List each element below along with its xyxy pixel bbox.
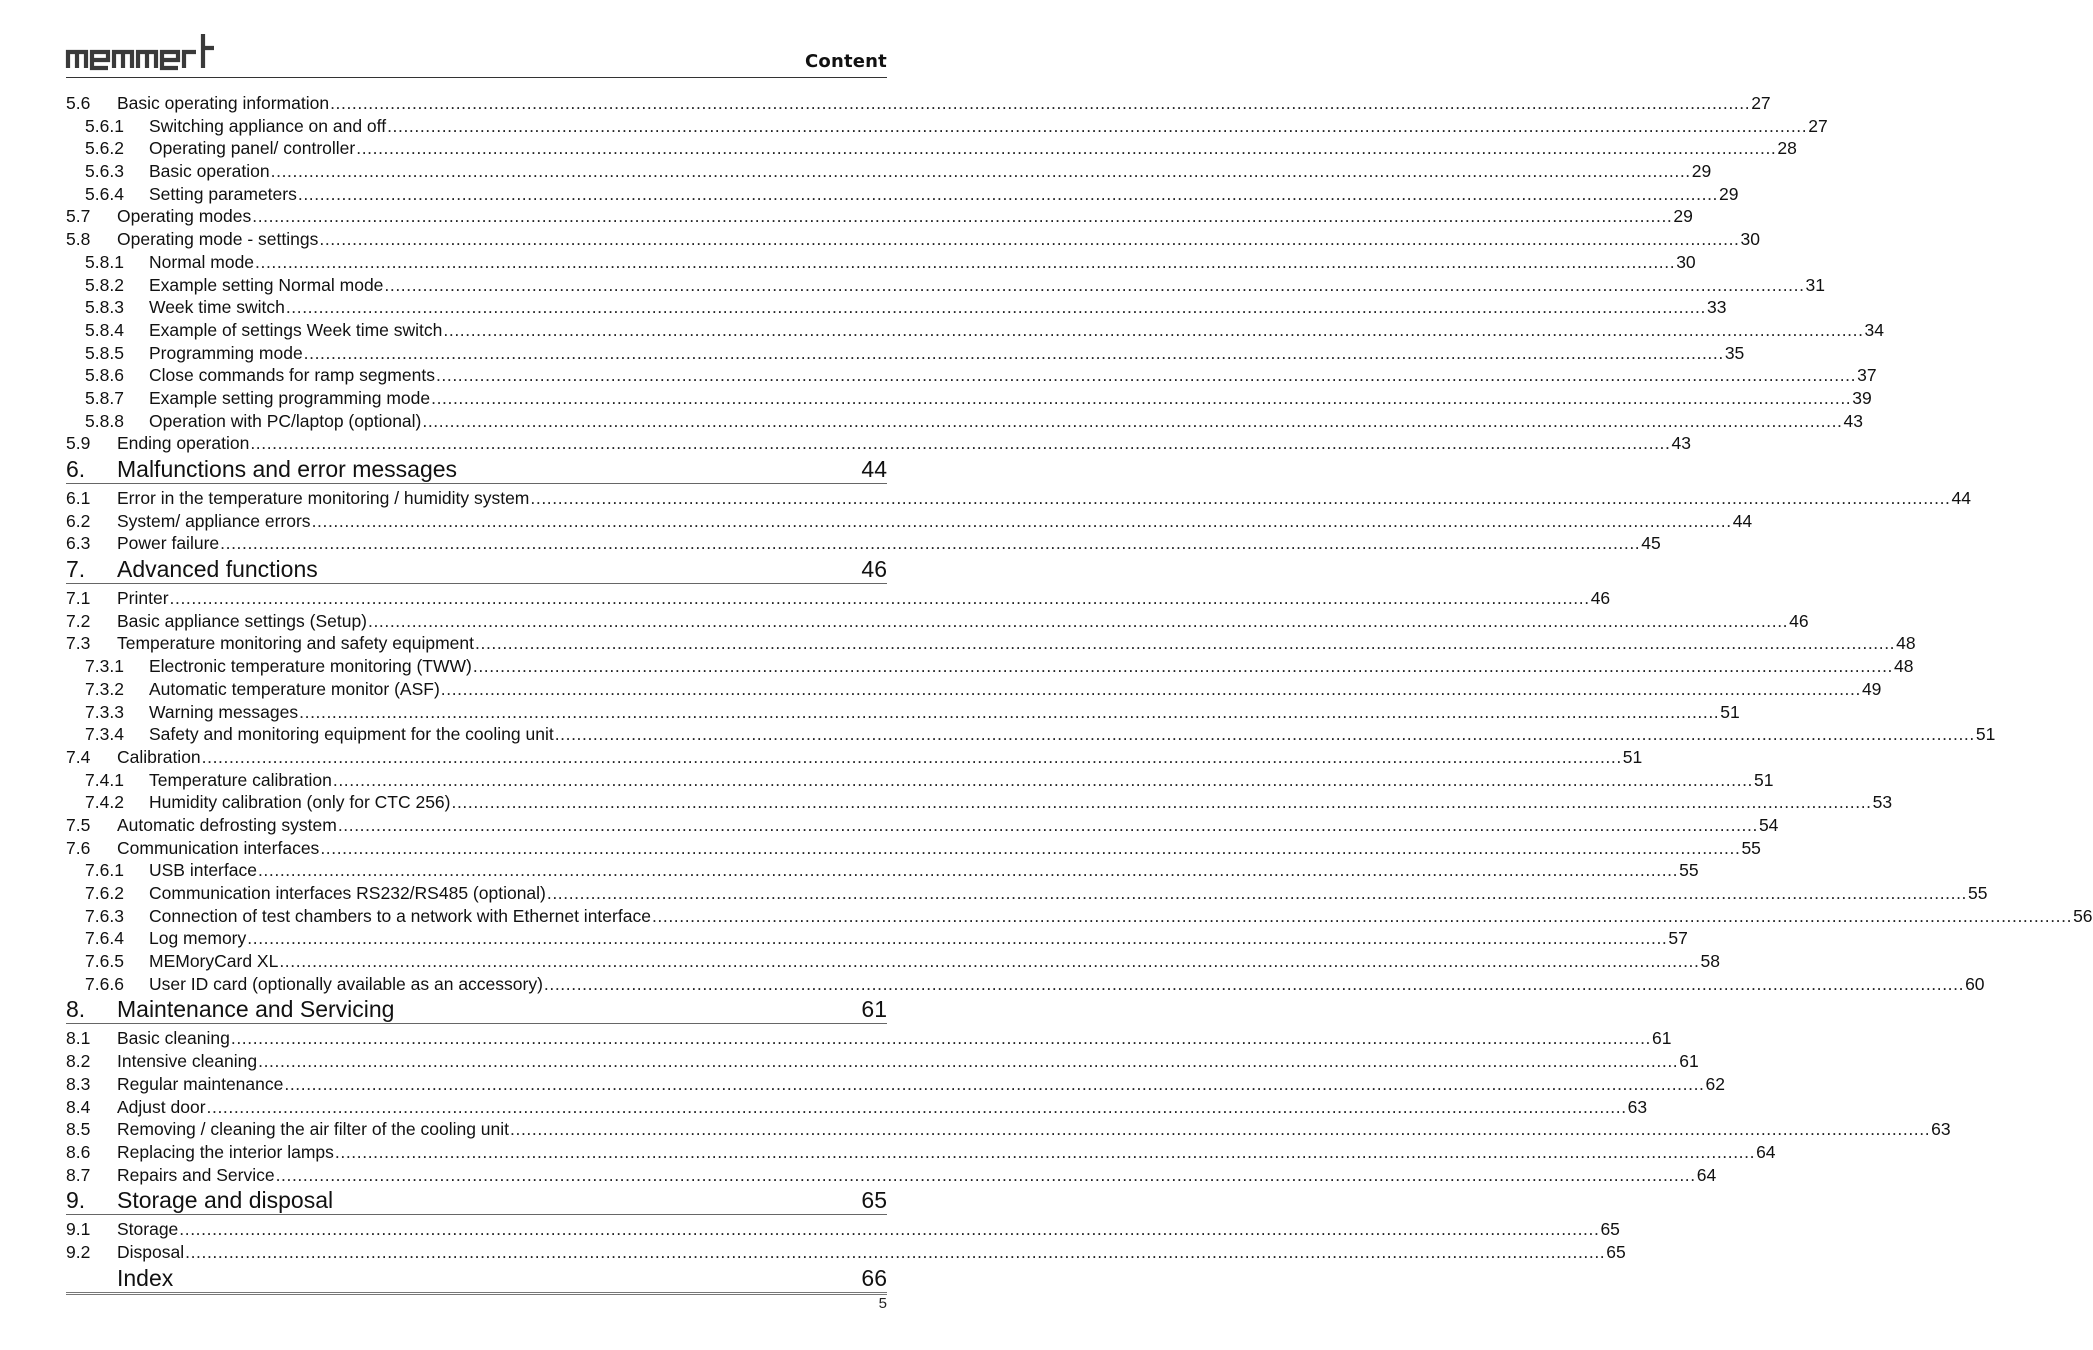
toc-entry-page: 31 (1805, 274, 1826, 295)
toc-entry-number: 7.5 (66, 814, 91, 835)
toc-entry-number: 5.8.1 (85, 251, 124, 272)
toc-entry-number: 7.3 (66, 633, 91, 654)
toc-entry-title: Humidity calibration (only for CTC 256) (149, 792, 451, 813)
toc-entry-number: 7.4.1 (85, 769, 124, 790)
toc-entry-page: 29 (1719, 183, 1739, 204)
toc-entry-page: 55 (1741, 837, 1761, 858)
toc-entry-title: USB interface (149, 860, 257, 881)
toc-entry-number: 7.4.2 (85, 792, 124, 813)
toc-entry-row[interactable] (66, 92, 1771, 115)
toc-entry-title: Repairs and Service (117, 1164, 275, 1185)
toc-entry-row[interactable] (66, 296, 1727, 319)
toc-entry-row[interactable] (66, 950, 1720, 973)
toc-entry-row[interactable] (66, 205, 1693, 228)
table-of-contents (66, 92, 2093, 1295)
toc-entry-title: Storage (117, 1219, 179, 1240)
toc-entry-page: 49 (1861, 678, 1882, 699)
toc-entry-number: 8.5 (66, 1119, 91, 1140)
toc-entry-number: 7. (66, 556, 86, 583)
toc-entry-page: 33 (1706, 297, 1727, 318)
dot-leader: .................................................................................................................................................................................................................................................................... (320, 837, 1741, 858)
toc-entry-row[interactable] (66, 973, 1985, 996)
toc-entry-row[interactable] (66, 1141, 1776, 1164)
toc-entry-row[interactable] (66, 791, 1893, 814)
dot-leader: .................................................................................................................................................................................................................................................................... (230, 1028, 1651, 1049)
toc-entry-number: 8.7 (66, 1164, 91, 1185)
toc-entry-page: 51 (1720, 701, 1740, 722)
toc-entry-title: Automatic temperature monitor (ASF) (149, 678, 440, 699)
dot-leader: .................................................................................................................................................................................................................................................................... (257, 860, 1679, 881)
toc-entry-number: 7.6.1 (85, 860, 124, 881)
toc-entry-page: 45 (1641, 533, 1661, 554)
toc-entry-number: 5.7 (66, 206, 91, 227)
toc-entry-title: Ending operation (117, 433, 250, 454)
toc-entry-row[interactable] (66, 837, 1761, 860)
toc-entry-row[interactable] (66, 655, 1914, 678)
toc-entry-page: 54 (1758, 814, 1779, 835)
toc-entry-row[interactable] (66, 882, 1988, 905)
toc-entry-number: 8.1 (66, 1028, 91, 1049)
toc-entry-page: 46 (861, 556, 887, 583)
toc-entry-row[interactable] (66, 1027, 1672, 1050)
toc-entry-page: 43 (1671, 433, 1691, 454)
toc-entry-number: 5.6.4 (85, 183, 124, 204)
toc-entry-title: Example setting Normal mode (149, 274, 384, 295)
toc-entry-title: Regular maintenance (117, 1073, 284, 1094)
toc-entry-title: Safety and monitoring equipment for the cooling unit (149, 724, 554, 745)
toc-entry-row[interactable] (66, 814, 1779, 837)
toc-entry-title: Temperature monitoring and safety equipment (117, 633, 475, 654)
toc-entry-title: Log memory (149, 928, 247, 949)
toc-entry-row[interactable] (66, 410, 1863, 433)
toc-entry-row[interactable] (66, 927, 1688, 950)
toc-entry-number: 8.3 (66, 1073, 91, 1094)
toc-entry-number: 8.6 (66, 1141, 91, 1162)
toc-entry-number: 7.6.3 (85, 905, 124, 926)
toc-entry-title: Connection of test chambers to a network with Ethernet interface (149, 905, 651, 926)
toc-entry-page: 66 (861, 1264, 887, 1291)
toc-chapter-row[interactable] (66, 455, 887, 484)
dot-leader: .................................................................................................................................................................................................................................................................... (206, 1096, 1627, 1117)
toc-entry-number: 6.2 (66, 510, 91, 531)
dot-leader: .................................................................................................................................................................................................................................................................... (255, 251, 1676, 272)
dot-leader: .................................................................................................................................................................................................................................................................... (311, 510, 1732, 531)
toc-entry-number: 7.6.4 (85, 928, 124, 949)
toc-entry-title: Close commands for ramp segments (149, 365, 435, 386)
toc-entry-number: 5.8.5 (85, 342, 124, 363)
dot-leader: .................................................................................................................................................................................................................................................................... (530, 488, 1951, 508)
toc-entry-title: Switching appliance on and off (149, 115, 387, 136)
toc-chapter-row[interactable] (66, 1264, 887, 1295)
toc-chapter-row[interactable] (66, 1186, 887, 1215)
toc-entry-title: Example setting programming mode (149, 387, 431, 408)
toc-entry-number: 9.1 (66, 1219, 91, 1240)
dot-leader: .................................................................................................................................................................................................................................................................... (337, 814, 1758, 835)
toc-entry-page: 56 (2073, 905, 2093, 926)
dot-leader: .................................................................................................................................................................................................................................................................... (440, 678, 1861, 699)
toc-entry-row[interactable] (66, 1164, 1717, 1187)
toc-entry-number: 7.4 (66, 746, 91, 767)
toc-entry-page: 29 (1691, 161, 1712, 182)
toc-entry-page: 62 (1705, 1073, 1725, 1094)
dot-leader: .................................................................................................................................................................................................................................................................... (368, 610, 1789, 631)
toc-entry-page: 60 (1965, 973, 1985, 994)
toc-entry-title: Error in the temperature monitoring / humidity system (117, 488, 530, 508)
toc-entry-number: 5.8 (66, 229, 91, 250)
toc-entry-row[interactable] (66, 387, 1872, 410)
toc-entry-number: 5.8.6 (85, 365, 124, 386)
dot-leader: .................................................................................................................................................................................................................................................................... (297, 183, 1718, 204)
toc-entry-row[interactable] (66, 769, 1774, 792)
toc-entry-row[interactable] (66, 632, 1916, 655)
toc-entry-title: Operating mode - settings (117, 229, 319, 250)
toc-entry-row[interactable] (66, 510, 1753, 533)
toc-entry-number: 5.6 (66, 93, 91, 113)
toc-entry-row[interactable] (66, 183, 1739, 206)
toc-entry-row[interactable] (66, 610, 1809, 633)
dot-leader: .................................................................................................................................................................................................................................................................... (270, 161, 1691, 182)
toc-entry-row[interactable] (66, 587, 1611, 610)
toc-entry-number: 6.1 (66, 488, 91, 508)
toc-entry-page: 30 (1676, 251, 1696, 272)
toc-entry-page: 57 (1668, 928, 1688, 949)
dot-leader: .................................................................................................................................................................................................................................................................... (279, 951, 1700, 972)
dot-leader: .................................................................................................................................................................................................................................................................... (332, 769, 1754, 790)
toc-entry-title: Power failure (117, 533, 220, 554)
dot-leader: .................................................................................................................................................................................................................................................................... (258, 1051, 1679, 1072)
dot-leader: .................................................................................................................................................................................................................................................................... (475, 633, 1896, 654)
toc-entry-page: 61 (1652, 1028, 1672, 1049)
toc-entry-number: 9.2 (66, 1241, 91, 1262)
dot-leader: .................................................................................................................................................................................................................................................................... (387, 115, 1808, 136)
dot-leader: .................................................................................................................................................................................................................................................................... (554, 724, 1975, 745)
section-title: Content (804, 51, 887, 72)
toc-entry-title: Example of settings Week time switch (149, 319, 443, 340)
toc-entry-page: 65 (1600, 1219, 1620, 1240)
toc-entry-row[interactable] (66, 432, 1691, 455)
toc-entry-title: Setting parameters (149, 183, 297, 204)
dot-leader: .................................................................................................................................................................................................................................................................... (299, 701, 1720, 722)
toc-entry-row[interactable] (66, 746, 1643, 769)
toc-entry-number: 8.2 (66, 1051, 91, 1072)
toc-entry-page: 29 (1673, 206, 1693, 227)
toc-entry-title: Operating panel/ controller (149, 138, 356, 159)
toc-entry-number: 5.9 (66, 433, 91, 454)
toc-entry-title: Index (117, 1264, 174, 1291)
dot-leader: .................................................................................................................................................................................................................................................................... (546, 883, 1968, 903)
toc-entry-page: 64 (1696, 1164, 1717, 1185)
toc-entry-page: 35 (1724, 342, 1745, 363)
toc-entry-title: Intensive cleaning (117, 1051, 258, 1072)
toc-entry-number: 7.6 (66, 837, 91, 858)
toc-entry-row[interactable] (66, 487, 1971, 510)
toc-entry-row[interactable] (66, 1096, 1648, 1119)
toc-entry-number: 8.4 (66, 1096, 91, 1117)
toc-entry-title: Removing / cleaning the air filter of the cooling unit (117, 1119, 510, 1140)
toc-entry-title: System/ appliance errors (117, 510, 311, 531)
toc-entry-number: 7.6.2 (85, 883, 124, 903)
dot-leader: .................................................................................................................................................................................................................................................................... (334, 1141, 1756, 1162)
toc-entry-row[interactable] (66, 251, 1696, 274)
toc-entry-page: 30 (1740, 229, 1760, 250)
toc-entry-number: 5.8.8 (85, 410, 124, 431)
dot-leader: .................................................................................................................................................................................................................................................................... (435, 365, 1857, 386)
toc-entry-number: 6. (66, 456, 86, 482)
header-divider (66, 77, 887, 78)
toc-entry-number: 7.3.1 (85, 656, 124, 677)
toc-entry-page: 34 (1864, 319, 1885, 340)
toc-entry-number: 7.6.5 (85, 951, 124, 972)
toc-entry-page: 27 (1751, 93, 1771, 113)
dot-leader: .................................................................................................................................................................................................................................................................... (185, 1241, 1606, 1262)
toc-entry-number: 9. (66, 1187, 86, 1214)
toc-entry-number: 8. (66, 996, 86, 1023)
toc-entry-title: Operation with PC/laptop (optional) (149, 410, 422, 431)
toc-entry-number: 7.3.2 (85, 678, 124, 699)
dot-leader: .................................................................................................................................................................................................................................................................... (330, 93, 1751, 113)
dot-leader: .................................................................................................................................................................................................................................................................... (252, 206, 1673, 227)
toc-entry-row[interactable] (66, 532, 1661, 555)
toc-entry-title: Automatic defrosting system (117, 814, 337, 835)
toc-entry-page: 55 (1968, 883, 1988, 903)
toc-entry-title: Replacing the interior lamps (117, 1141, 334, 1162)
toc-entry-page: 65 (1606, 1241, 1626, 1262)
dot-leader: .................................................................................................................................................................................................................................................................... (384, 274, 1805, 295)
toc-entry-row[interactable] (66, 274, 1826, 297)
toc-entry-row[interactable] (66, 678, 1882, 701)
dot-leader: .................................................................................................................................................................................................................................................................... (285, 297, 1706, 318)
toc-entry-row[interactable] (66, 228, 1760, 251)
toc-entry-number: 5.8.4 (85, 319, 124, 340)
dot-leader: .................................................................................................................................................................................................................................................................... (220, 533, 1641, 554)
toc-entry-page: 58 (1700, 951, 1720, 972)
toc-entry-row[interactable] (66, 160, 1712, 183)
toc-entry-row[interactable] (66, 137, 1797, 160)
toc-entry-page: 51 (1754, 769, 1774, 790)
dot-leader: .................................................................................................................................................................................................................................................................... (275, 1164, 1696, 1185)
toc-entry-title: Disposal (117, 1241, 185, 1262)
memmert-logo-graphic (66, 30, 216, 72)
toc-entry-page: 65 (861, 1187, 887, 1214)
toc-entry-row[interactable] (66, 319, 1885, 342)
dot-leader: .................................................................................................................................................................................................................................................................... (472, 656, 1894, 677)
dot-leader: .................................................................................................................................................................................................................................................................... (451, 792, 1872, 813)
toc-entry-title: Week time switch (149, 297, 285, 318)
page-number: 5 (878, 1295, 887, 1312)
toc-entry-page: 53 (1872, 792, 1893, 813)
toc-chapter-row[interactable] (66, 995, 887, 1024)
toc-entry-row[interactable] (66, 1073, 1725, 1096)
toc-entry-row[interactable] (66, 859, 1699, 882)
toc-entry-title: Programming mode (149, 342, 303, 363)
dot-leader: .................................................................................................................................................................................................................................................................... (422, 410, 1843, 431)
toc-entry-title: Advanced functions (117, 556, 318, 583)
toc-entry-page: 51 (1975, 724, 1996, 745)
dot-leader: .................................................................................................................................................................................................................................................................... (247, 928, 1668, 949)
toc-entry-number: 7.3.3 (85, 701, 124, 722)
toc-entry-page: 37 (1857, 365, 1877, 386)
dot-leader: .................................................................................................................................................................................................................................................................... (443, 319, 1864, 340)
toc-entry-title: MEMoryCard XL (149, 951, 279, 972)
toc-entry-page: 64 (1756, 1141, 1776, 1162)
toc-entry-page: 63 (1627, 1096, 1648, 1117)
toc-entry-row[interactable] (66, 342, 1745, 365)
toc-entry-page: 51 (1622, 746, 1643, 767)
toc-entry-page: 55 (1679, 860, 1699, 881)
toc-entry-page: 44 (1951, 488, 1971, 508)
toc-entry-row[interactable] (66, 115, 1828, 138)
toc-entry-title: Communication interfaces RS232/RS485 (optional) (149, 883, 546, 903)
toc-entry-title: Malfunctions and error messages (117, 456, 458, 482)
toc-entry-title: Warning messages (149, 701, 299, 722)
toc-entry-row[interactable] (66, 1118, 1951, 1141)
toc-entry-title: Communication interfaces (117, 837, 320, 858)
dot-leader: .................................................................................................................................................................................................................................................................... (284, 1073, 1705, 1094)
toc-entry-row[interactable] (66, 701, 1740, 724)
toc-entry-page: 44 (861, 456, 887, 482)
toc-entry-title: Electronic temperature monitoring (TWW) (149, 656, 472, 677)
toc-entry-title: Adjust door (117, 1096, 206, 1117)
toc-entry-number: 7.6.6 (85, 973, 124, 994)
toc-entry-title: User ID card (optionally available as an accessory) (149, 973, 543, 994)
toc-entry-page: 61 (861, 996, 887, 1023)
toc-entry-row[interactable] (66, 364, 1877, 387)
toc-entry-row[interactable] (66, 1050, 1699, 1073)
memmert-logo (66, 30, 216, 72)
dot-leader: .................................................................................................................................................................................................................................................................... (179, 1219, 1600, 1240)
dot-leader: .................................................................................................................................................................................................................................................................... (319, 229, 1740, 250)
toc-entry-number: 6.3 (66, 533, 91, 554)
toc-entry-number: 5.8.2 (85, 274, 124, 295)
toc-entry-row[interactable] (66, 905, 2093, 928)
toc-entry-number: 7.2 (66, 610, 91, 631)
toc-entry-number: 5.6.3 (85, 161, 124, 182)
toc-entry-page: 44 (1732, 510, 1753, 531)
toc-entry-page: 61 (1679, 1051, 1699, 1072)
toc-entry-title: Printer (117, 588, 169, 609)
toc-entry-page: 48 (1896, 633, 1916, 654)
toc-entry-number: 7.1 (66, 588, 91, 609)
toc-entry-row[interactable] (66, 1241, 1626, 1264)
dot-leader: .................................................................................................................................................................................................................................................................... (543, 973, 1965, 994)
toc-entry-number: 7.3.4 (85, 724, 124, 745)
dot-leader: .................................................................................................................................................................................................................................................................... (303, 342, 1724, 363)
toc-entry-number: 5.6.2 (85, 138, 124, 159)
toc-entry-page: 39 (1852, 387, 1872, 408)
toc-entry-page: 43 (1843, 410, 1863, 431)
dot-leader: .................................................................................................................................................................................................................................................................... (169, 588, 1590, 609)
dot-leader: .................................................................................................................................................................................................................................................................... (250, 433, 1671, 454)
toc-entry-title: Operating modes (117, 206, 252, 227)
dot-leader: .................................................................................................................................................................................................................................................................... (201, 746, 1622, 767)
toc-entry-title: Calibration (117, 746, 201, 767)
toc-entry-title: Maintenance and Servicing (117, 996, 395, 1023)
toc-entry-title: Temperature calibration (149, 769, 332, 790)
dot-leader: .................................................................................................................................................................................................................................................................... (651, 905, 2073, 926)
toc-entry-title: Normal mode (149, 251, 255, 272)
dot-leader: .................................................................................................................................................................................................................................................................... (356, 138, 1777, 159)
toc-entry-title: Basic operating information (117, 93, 330, 113)
toc-entry-page: 27 (1808, 115, 1828, 136)
toc-chapter-row[interactable] (66, 555, 887, 584)
toc-entry-row[interactable] (66, 1218, 1620, 1241)
toc-entry-number: 5.8.7 (85, 387, 124, 408)
toc-entry-title: Basic cleaning (117, 1028, 230, 1049)
dot-leader: .................................................................................................................................................................................................................................................................... (510, 1119, 1931, 1140)
dot-leader: .................................................................................................................................................................................................................................................................... (431, 387, 1852, 408)
toc-entry-title: Basic appliance settings (Setup) (117, 610, 367, 631)
toc-entry-page: 48 (1894, 656, 1914, 677)
toc-entry-page: 46 (1789, 610, 1809, 631)
toc-entry-page: 63 (1931, 1119, 1951, 1140)
toc-entry-title: Storage and disposal (117, 1187, 334, 1214)
toc-entry-page: 46 (1590, 588, 1611, 609)
toc-entry-number: 5.8.3 (85, 297, 124, 318)
toc-entry-row[interactable] (66, 723, 1996, 746)
toc-entry-title: Basic operation (149, 161, 270, 182)
toc-entry-number: 5.6.1 (85, 115, 124, 136)
toc-entry-page: 28 (1777, 138, 1797, 159)
